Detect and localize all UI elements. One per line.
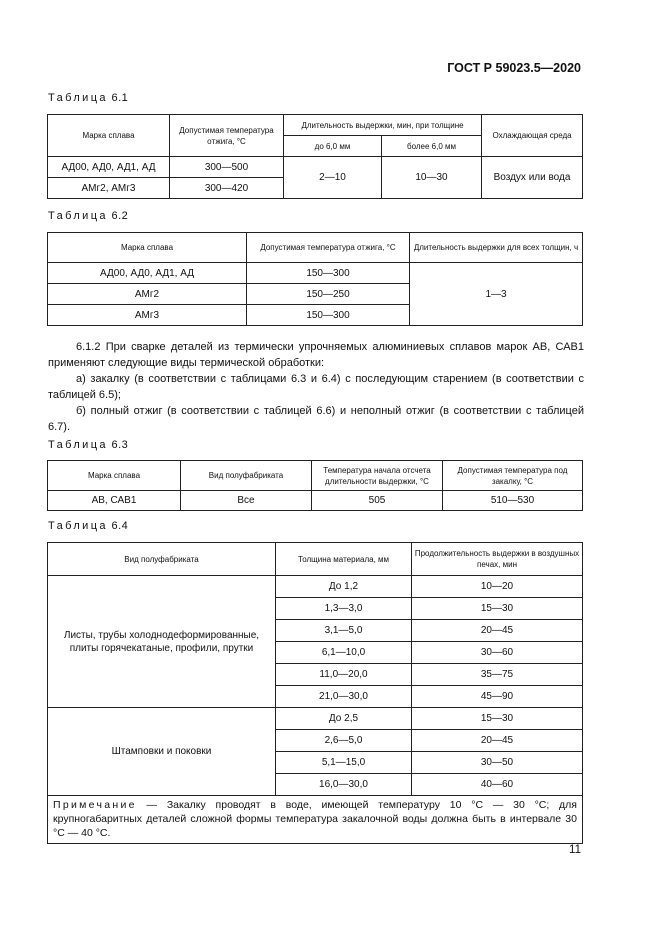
table-6-2 (47, 232, 583, 326)
cell-temperature: 300—420 (170, 178, 284, 199)
cell-thickness: 21,0—30,0 (276, 686, 412, 708)
cell-grade: АД00, АД0, АД1, АД (48, 263, 247, 284)
table-6-3 (47, 460, 583, 511)
cell-duration: 40—60 (412, 774, 583, 796)
header-grade: Марка сплава (48, 115, 170, 157)
table-number: 6.4 (111, 520, 129, 532)
header-start-temperature: Температура начала отсчета длительности выдержки, °С (312, 461, 443, 491)
cell-semi-product: Все (181, 491, 312, 511)
cell-duration: 20—45 (412, 730, 583, 752)
table-6-4-label (48, 520, 128, 532)
table-number: 6.3 (111, 439, 129, 451)
cell-thickness: 6,1—10,0 (276, 642, 412, 664)
paragraph-b: б) полный отжиг (в соответствии с таблицей 6.6) и неполный отжиг (в соответствии с таблицей 6.7). (48, 405, 584, 433)
table-word: Таблица (48, 520, 108, 532)
page-number: 11 (569, 844, 581, 856)
cell-duration: 20—45 (412, 620, 583, 642)
cell-thickness: 3,1—5,0 (276, 620, 412, 642)
paragraph-6-1-2: 6.1.2 При сварке деталей из термически упрочняемых алюминиевых сплавов марок АВ, САВ1 применяют следующие виды термической обработки: (48, 341, 584, 369)
cell-thickness: До 1,2 (276, 576, 412, 598)
cell-duration: 30—60 (412, 642, 583, 664)
cell-duration: 1—3 (410, 263, 583, 326)
cell-start-temperature: 505 (312, 491, 443, 511)
document-number: ГОСТ Р 59023.5—2020 (447, 61, 581, 75)
cell-cooling: Воздух или вода (482, 157, 583, 199)
cell-duration: 10—20 (412, 576, 583, 598)
cell-duration-upto-6mm: 2—10 (284, 157, 382, 199)
cell-temperature: 150—250 (247, 284, 410, 305)
cell-thickness: До 2,5 (276, 708, 412, 730)
header-duration: Продолжительность выдержки в воздушных печах, мин (412, 543, 583, 576)
table-word: Таблица (48, 439, 108, 451)
cell-temperature: 300—500 (170, 157, 284, 178)
cell-semi-product-group: Штамповки и поковки (48, 708, 276, 796)
header-grade: Марка сплава (48, 233, 247, 263)
table-number: 6.2 (111, 210, 129, 222)
paragraph-a: а) закалку (в соответствии с таблицами 6.3 и 6.4) с последующим старением (в соответствии с таблицей 6.5); (48, 373, 584, 401)
header-quench-temperature: Допустимая температура под закалку, °С (443, 461, 583, 491)
table-6-3-label (48, 439, 128, 451)
cell-duration: 45—90 (412, 686, 583, 708)
cell-duration: 15—30 (412, 708, 583, 730)
header-semi-product: Вид полуфабриката (181, 461, 312, 491)
header-over-6mm: более 6,0 мм (382, 136, 482, 157)
cell-temperature: 150—300 (247, 305, 410, 326)
header-cooling: Охлаждающая среда (482, 115, 583, 157)
cell-thickness: 5,1—15,0 (276, 752, 412, 774)
table-number: 6.1 (111, 92, 129, 104)
cell-quench-temperature: 510—530 (443, 491, 583, 511)
header-duration: Длительность выдержки для всех толщин, ч (410, 233, 583, 263)
cell-grade: АМг2, АМг3 (48, 178, 170, 199)
table-6-2-label (48, 210, 128, 222)
cell-grade: АМг2 (48, 284, 247, 305)
header-thickness: Толщина материала, мм (276, 543, 412, 576)
cell-thickness: 11,0—20,0 (276, 664, 412, 686)
header-semi-product: Вид полуфабриката (48, 543, 276, 576)
cell-thickness: 1,3—3,0 (276, 598, 412, 620)
cell-temperature: 150—300 (247, 263, 410, 284)
cell-grade: АВ, САВ1 (48, 491, 181, 511)
cell-duration: 30—50 (412, 752, 583, 774)
cell-grade: АД00, АД0, АД1, АД (48, 157, 170, 178)
table-6-1-label (48, 92, 128, 104)
cell-duration-over-6mm: 10—30 (382, 157, 482, 199)
cell-duration: 15—30 (412, 598, 583, 620)
table-6-4 (47, 542, 583, 844)
table-6-1 (47, 114, 583, 199)
header-temperature: Допустимая температура отжига, °С (170, 115, 284, 157)
cell-duration: 35—75 (412, 664, 583, 686)
cell-semi-product-group: Листы, трубы холоднодеформированные, плиты горячекатаные, профили, прутки (48, 576, 276, 708)
header-temperature: Допустимая температура отжига, °С (247, 233, 410, 263)
body-text (48, 339, 584, 435)
table-word: Таблица (48, 210, 108, 222)
table-note (48, 796, 583, 844)
table-word: Таблица (48, 92, 108, 104)
note-label: Примечание (53, 799, 137, 811)
cell-thickness: 2,6—5,0 (276, 730, 412, 752)
cell-grade: АМг3 (48, 305, 247, 326)
header-duration: Длительность выдержки, мин, при толщине (284, 115, 482, 136)
note-text: — Закалку проводят в воде, имеющей температуру 10 °С — 30 °С; для крупногабаритных деталей сложной формы температура закалочной воды должна быть в интервале 30 °С — 40 °С. (53, 799, 577, 839)
header-grade: Марка сплава (48, 461, 181, 491)
header-upto-6mm: до 6,0 мм (284, 136, 382, 157)
cell-thickness: 16,0—30,0 (276, 774, 412, 796)
